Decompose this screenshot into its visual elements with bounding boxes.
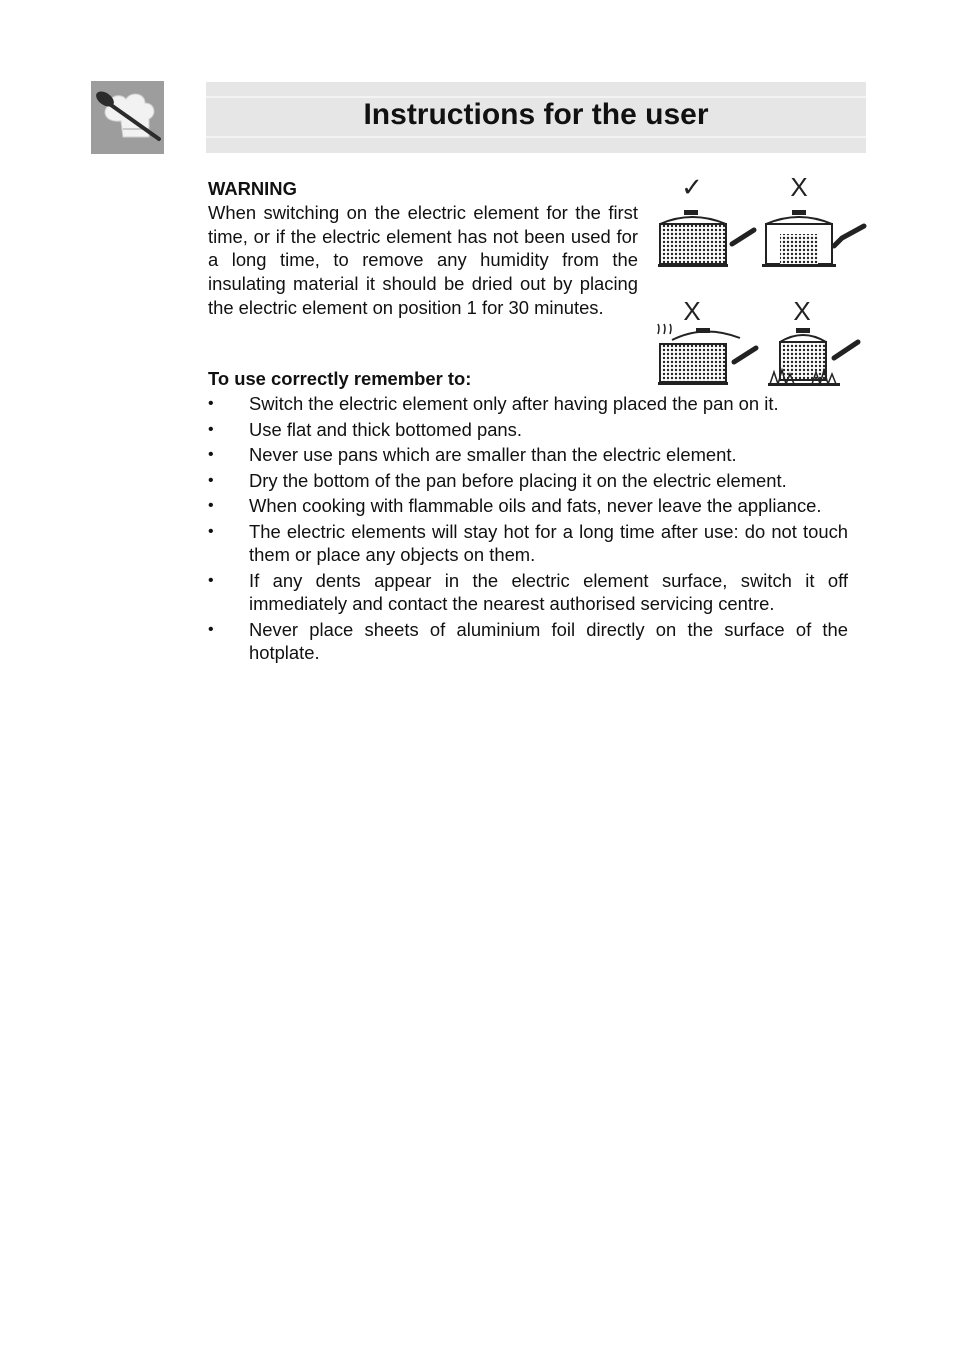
warning-section (208, 177, 638, 320)
header-banner (206, 82, 866, 153)
cross-mark-small-pan: X (790, 172, 808, 202)
list-item: • The electric elements will stay hot for a long time after use: do not touch them or place any objects on them. (208, 520, 848, 567)
page-title: Instructions for the user (363, 98, 709, 131)
pan-uneven-icon (768, 328, 858, 386)
pan-small-icon (762, 210, 864, 267)
chef-hat-spoon-icon (91, 81, 164, 154)
usage-list (208, 392, 848, 667)
cross-mark-lid-off: X (683, 296, 701, 326)
pan-correct-icon (658, 210, 754, 267)
check-mark: ✓ (681, 173, 703, 203)
warning-title: WARNING (208, 178, 297, 199)
list-item: • Dry the bottom of the pan before placing it on the electric element. (208, 469, 848, 493)
list-item: • Never use pans which are smaller than the electric element. (208, 443, 848, 467)
usage-title: To use correctly remember to: (208, 368, 472, 389)
list-item: • Never place sheets of aluminium foil directly on the surface of the hotplate. (208, 618, 848, 665)
pan-lid-off-icon (658, 324, 756, 385)
list-item: • When cooking with flammable oils and fats, never leave the appliance. (208, 494, 848, 518)
warning-text: When switching on the electric element for the first time, or if the electric element has not been used for a long time, to remove any humidity from the insulating material it should be dried out by placing the electric element on position 1 for 30 minutes. (208, 201, 638, 318)
list-item: • Use flat and thick bottomed pans. (208, 418, 848, 442)
pan-usage-illustration (654, 172, 868, 388)
list-item: • If any dents appear in the electric element surface, switch it off immediately and contact the nearest authorised servicing centre. (208, 569, 848, 616)
list-item: • Switch the electric element only after having placed the pan on it. (208, 392, 848, 416)
cross-mark-uneven-bottom: X (793, 296, 811, 326)
